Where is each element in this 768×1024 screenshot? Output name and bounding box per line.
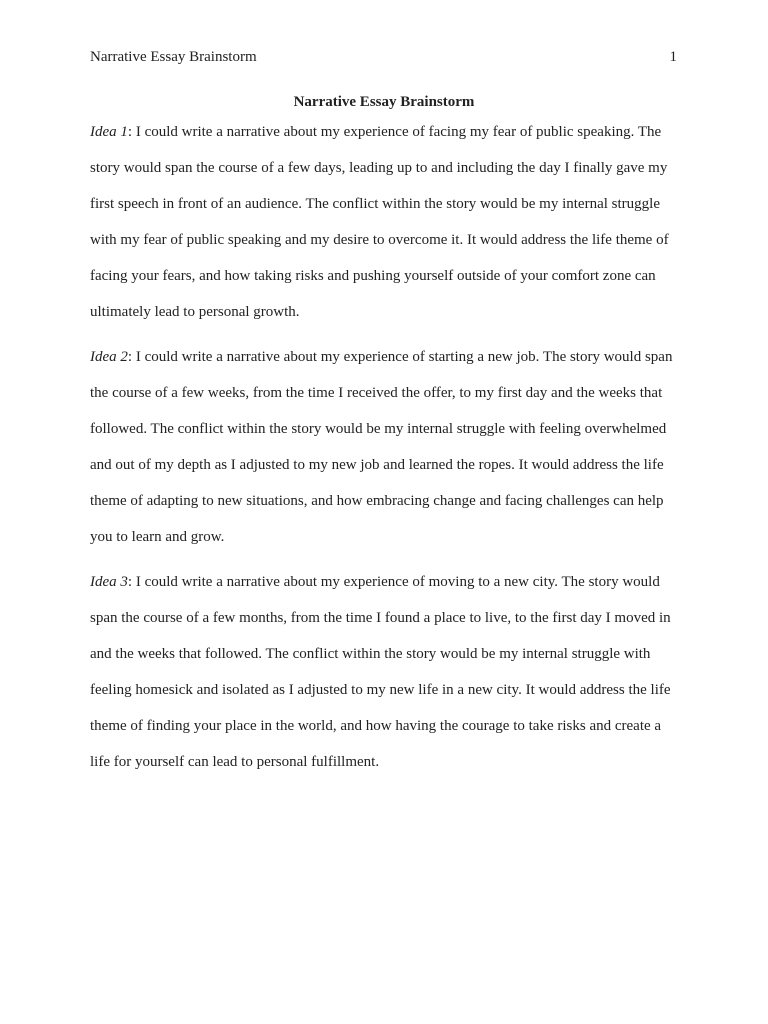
document-title: Narrative Essay Brainstorm (293, 94, 475, 110)
idea-label: Idea 3 (90, 574, 128, 590)
idea-text: I could write a narrative about my experience of moving to a new city. The story would span the course of a few months, from the time I found a place to live, to the first day I moved in and the weeks that followed. The conflict within the story would be my internal struggle with feeling homesick and isolated as I adjusted to my new life in a new city. It would address the life theme of finding your place in the world, and how having the courage to take risks and create a life for yourself can lead to personal fulfillment. (90, 574, 671, 770)
idea-label-colon: : (127, 349, 133, 365)
running-head: Narrative Essay Brainstorm (90, 49, 257, 65)
page-number: 1 (669, 49, 677, 65)
idea-paragraph-1 (90, 114, 679, 330)
idea-label: Idea 2 (90, 349, 128, 365)
idea-text: I could write a narrative about my experience of starting a new job. The story would span the course of a few weeks, from the time I received the offer, to my first day and the weeks that followed. The conflict within the story would be my internal struggle with feeling overwhelmed and out of my depth as I adjusted to my new job and learned the ropes. It would address the life theme of adapting to new situations, and how embracing change and facing challenges can help you to learn and grow. (90, 349, 673, 545)
idea-label-colon: : (127, 124, 133, 140)
essay-body (90, 114, 679, 789)
idea-paragraph-3 (90, 564, 679, 780)
idea-label-colon: : (127, 574, 133, 590)
idea-label: Idea 1 (90, 124, 128, 140)
idea-paragraph-2 (90, 339, 679, 555)
idea-text: I could write a narrative about my experience of facing my fear of public speaking. The story would span the course of a few days, leading up to and including the day I finally gave my first speech in front of an audience. The conflict within the story would be my internal struggle with my fear of public speaking and my desire to overcome it. It would address the life theme of facing your fears, and how taking risks and pushing yourself outside of your comfort zone can ultimately lead to personal growth. (90, 124, 669, 320)
